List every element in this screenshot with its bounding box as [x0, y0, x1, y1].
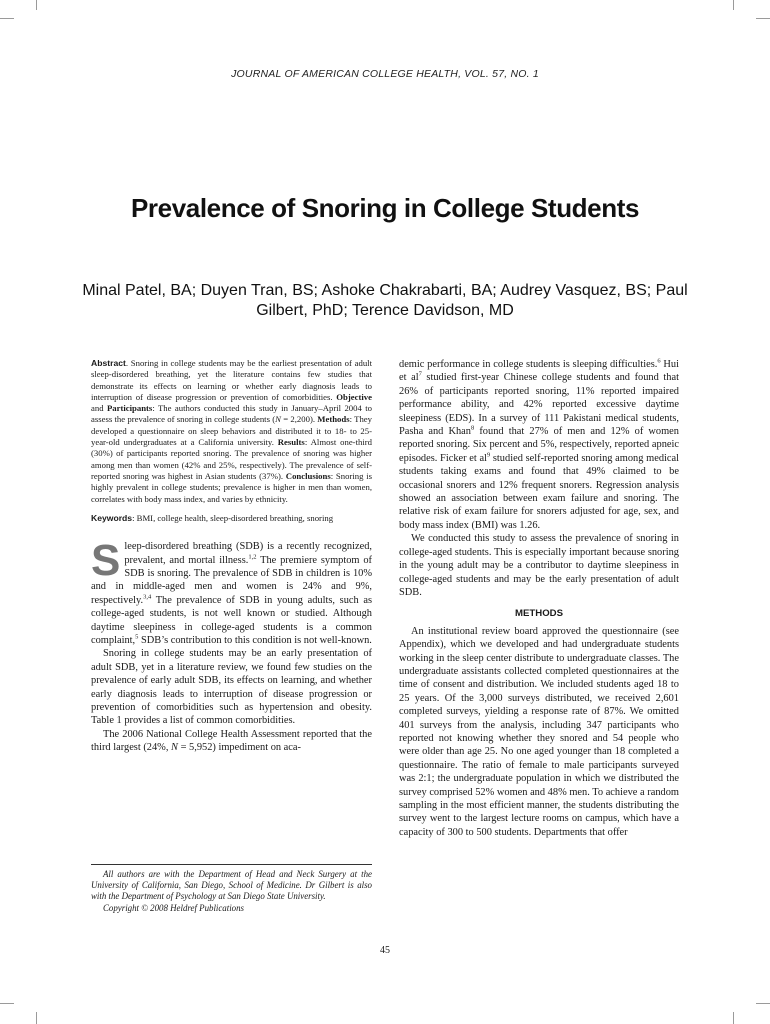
- author-list: Minal Patel, BA; Duyen Tran, BS; Ashoke Chakrabarti, BA; Audrey Vasquez, BS; Paul Gilbert, PhD; Terence Davidson, MD: [82, 282, 688, 319]
- body-paragraph: We conducted this study to assess the prevalence of snoring in college-aged students. This is especially important because snoring in the young adult may be a contributor to daytime sleepiness in college-aged students and may be the early presentation of adult SDB.: [399, 533, 679, 598]
- methods-heading: METHODS: [515, 608, 563, 620]
- copyright-notice: Copyright © 2008 Heldref Publications: [103, 902, 245, 913]
- crop-mark: [0, 18, 14, 19]
- crop-mark: [733, 0, 734, 10]
- crop-mark: [36, 1012, 37, 1024]
- participants-label: Participants: [106, 403, 153, 414]
- objective-label: Objective: [336, 391, 372, 402]
- drop-cap: S: [91, 536, 121, 586]
- crop-mark: [0, 1003, 14, 1004]
- author-affiliation: All authors are with the Department of Head and Neck Surgery at the University of California, San Diego, School of Medicine. Dr Gilbert is also with the Department of Psychology at San Diego State University.: [91, 869, 372, 902]
- left-column: [91, 358, 372, 755]
- results-label: Results: [277, 437, 305, 448]
- body-paragraph: Snoring in college students may be an early presentation of adult SDB, yet in a literature review, we found few studies on the prevalence of early adult SDB, its effects on learning, and whether early diagnosis leads to interruption of disease progression or prevention of comorbidities such as hypertension and obesity. Table 1 provides a list of common comorbidities.: [91, 648, 372, 727]
- crop-mark: [756, 1003, 770, 1004]
- abstract-label: Abstract: [91, 358, 126, 368]
- body-paragraph: An institutional review board approved the questionnaire (see Appendix), which we developed and had undergraduate students working in the sleep center distribute to undergraduate classes. The undergraduate assistants collected completed questionnaires at the time of consent and distribution. We included students aged 18 to 25 years. Of the 3,000 surveys distributed, we received 2,601 completed surveys, yielding a response rate of 87%. We omitted 401 surveys from the analysis, including 347 participants who reported not knowing whether they snored and 54 people who were older than age 25. No one aged younger than 18 completed a questionnaire. The ratio of female to male participants surveyed was 2:1; the undergraduate population in which we distributed the survey comprised 52% women and 48% men. To achieve a random sampling in the most efficient manner, the students distributing the survey went to the largest lecture rooms on campus, which have a capacity of 300 to 500 students. Departments that offer: [399, 625, 679, 838]
- right-column: [399, 358, 679, 839]
- footnote-divider: [91, 864, 372, 865]
- keywords: Keywords: BMI, college health, sleep-disordered breathing, snoring: [91, 512, 334, 523]
- running-head: JOURNAL OF AMERICAN COLLEGE HEALTH, VOL. 57, NO. 1: [231, 68, 539, 80]
- conclusions-label: Conclusions: [285, 470, 331, 481]
- keywords-label: Keywords: [91, 512, 133, 523]
- body-paragraph: The 2006 National College Health Assessment reported that the third largest (24%, N = 5,952) impediment on aca-: [91, 728, 372, 754]
- abstract: Abstract. Snoring in college students may be the earliest presentation of adult sleep-disordered breathing, yet the literature contains few studies that demonstrate its effects on learning or whether early diagnosis leads to interruption of disease progression or prevention of comorbidities. Objective and Participants: The authors conducted this study in January–April 2004 to assess the prevalence of snoring in college students (N = 2,200). Methods: They developed a questionnaire on sleep behaviors and distributed it to 18- to 25-year-old undergraduates at a California university. Results: Almost one-third (30%) of participants reported snoring. The prevalence of snoring was higher among men than women (42% and 25%, respectively). The prevalence of self-reported snoring was highest in Asian students (37%). Conclusions: Snoring is highly prevalent in college students; prevalence is higher in men than women, correlates with body mass index, and varies by ethnicity.: [91, 358, 373, 504]
- article-title: Prevalence of Snoring in College Students: [130, 193, 640, 223]
- footnote: [91, 869, 372, 914]
- crop-mark: [36, 0, 37, 10]
- intro-paragraph: Sleep-disordered breathing (SDB) is a recently recognized, prevalent, and mortal illness.$^{1,2}$ The premiere symptom of SDB is snoring. The prevalence of SDB in children is 10% and in middle-aged men and women is 24% and 9%, respectively.$^{3,4}$ The prevalence of SDB in young adults, such as college-aged students, is not well known or studied. Although daytime sleepiness in college-aged students is a common complaint,$^5$ SDB’s contribution to this condition is not well-known.: [91, 536, 372, 646]
- crop-mark: [733, 1012, 734, 1024]
- body-paragraph: demic performance in college students is sleeping difficulties.$^6$ Hui et $al^7$ studied first-year Chinese college students and found that 26% of participants reported snoring, 11% reported impaired performance ability, and 42% reported excessive daytime sleepiness (EDS). In a survey of 111 Pakistani medical students, Pasha and Khan$^8$ found that 27% of men and 12% of women reported snoring. Six percent and 5%, respectively, reported apneic episodes. Ficker et $al^9$ studied self-reported snoring among medical students taking exams and found that 49% claimed to be occasional snorers and 12% frequent snorers. Regression analysis showed an association between exam failure and snoring. The relative risk of exam failure for snorers adjusted for age, sex, and body mass index (BMI) was 1.26.: [399, 357, 680, 531]
- crop-mark: [756, 18, 770, 19]
- methods-label: Methods: [317, 414, 350, 425]
- page-number: 45: [380, 945, 390, 956]
